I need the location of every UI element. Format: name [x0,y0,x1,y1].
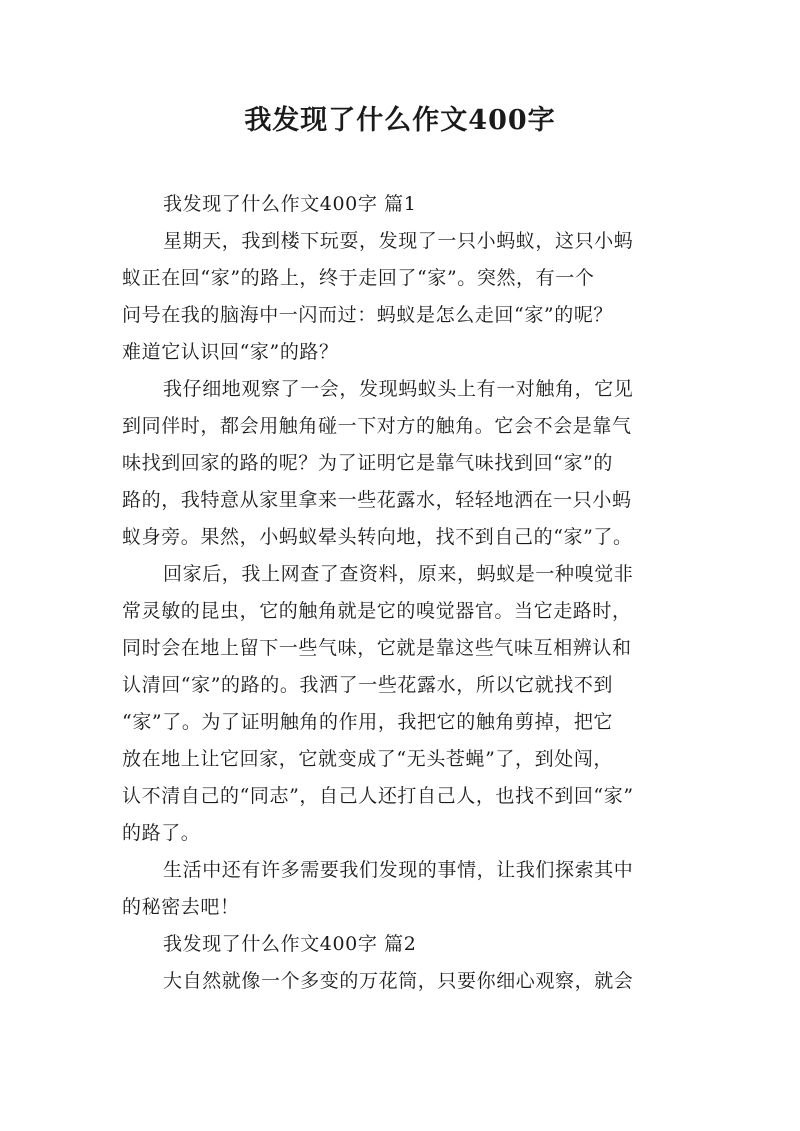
text-line: 蚁正在回“家”的路上，终于走回了“家”。突然，有一个 [122,267,595,289]
text-line: 味找到回家的路的呢？为了证明它是靠气味找到回“家”的 [122,452,614,474]
text-line: 回家后，我上网查了查资料，原来，蚂蚁是一种嗅觉非 [163,563,634,585]
text-line: 认不清自己的“同志”，自己人还打自己人，也找不到回“家” [122,785,634,807]
text-line: 常灵敏的昆虫，它的触角就是它的嗅觉器官。当它走路时， [122,600,632,622]
text-line: 难道它认识回“家”的路？ [122,341,339,363]
text-line: 大自然就像一个多变的万花筒，只要你细心观察，就会 [163,970,634,992]
document-body [122,186,682,1000]
text-line: 的秘密去吧！ [122,896,240,918]
text-line: 我发现了什么作文400字 篇1 [163,193,417,215]
text-line: 星期天，我到楼下玩耍，发现了一只小蚂蚁，这只小蚂 [163,230,634,252]
document-title: 我发现了什么作文400字 [244,105,556,136]
text-line: 路的，我特意从家里拿来一些花露水，轻轻地洒在一只小蚂 [122,489,632,511]
text-line: 我仔细地观察了一会，发现蚂蚁头上有一对触角，它见 [163,378,634,400]
text-line: “家”了。为了证明触角的作用，我把它的触角剪掉，把它 [122,711,614,733]
text-line: 问号在我的脑海中一闪而过：蚂蚁是怎么走回“家”的呢？ [122,304,614,326]
text-line: 认清回“家”的路的。我洒了一些花露水，所以它就找不到 [122,674,614,696]
text-line: 我发现了什么作文400字 篇2 [163,933,417,955]
text-line: 蚁身旁。果然，小蚂蚁晕头转向地，找不到自己的“家”了。 [122,526,633,548]
text-line: 到同伴时，都会用触角碰一下对方的触角。它会不会是靠气 [122,415,632,437]
text-line: 的路了。 [122,822,201,844]
text-line: 生活中还有许多需要我们发现的事情，让我们探索其中 [163,859,634,881]
text-line: 同时会在地上留下一些气味，它就是靠这些气味互相辨认和 [122,637,632,659]
text-line: 放在地上让它回家，它就变成了“无头苍蝇”了，到处闯， [122,748,614,770]
